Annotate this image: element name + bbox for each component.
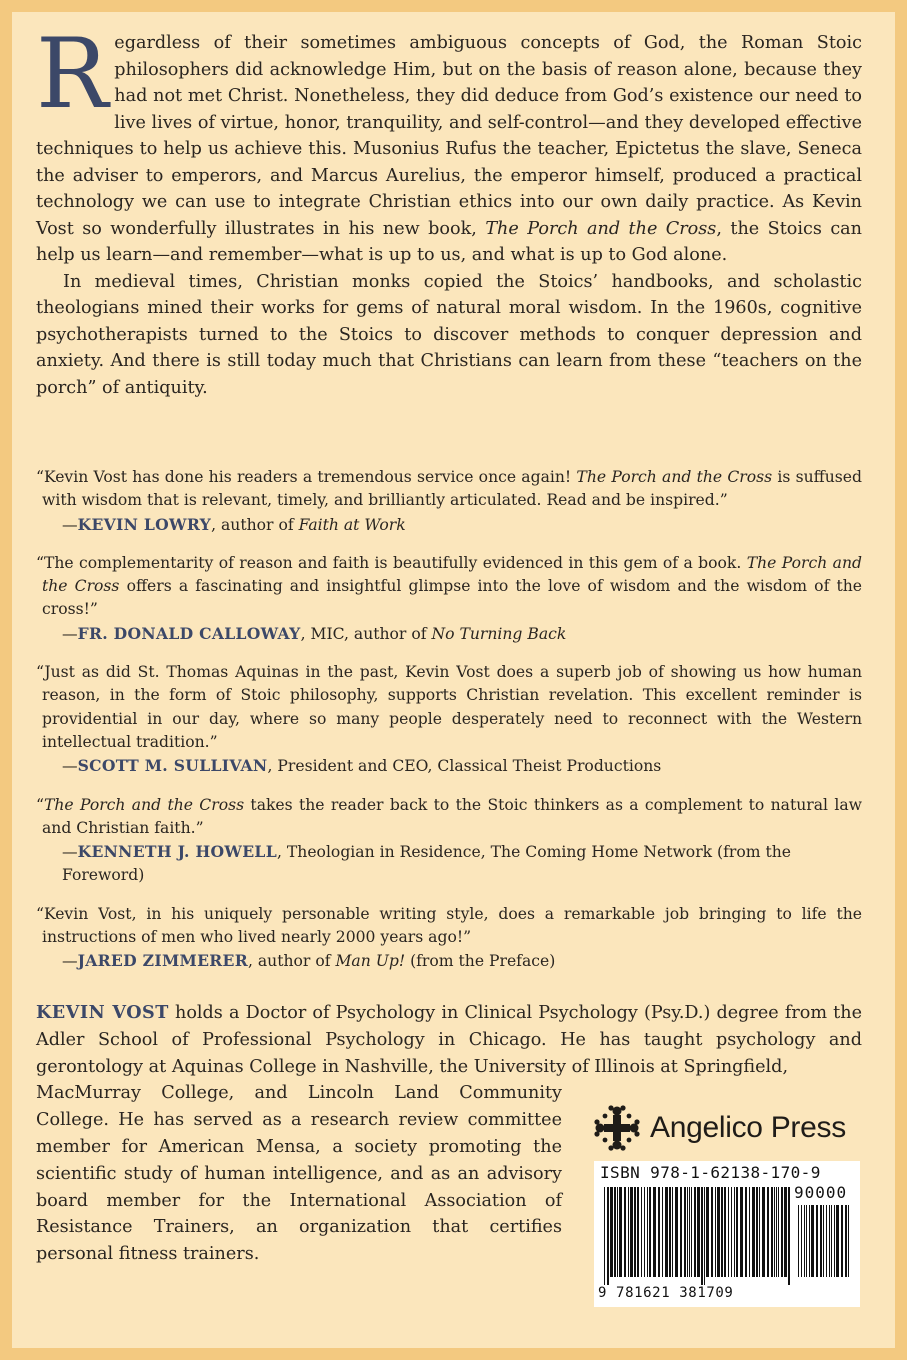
isbn-label: ISBN 978-1-62138-170-9 bbox=[600, 1163, 821, 1182]
barcode-bar bbox=[617, 1187, 618, 1277]
barcode-bar bbox=[665, 1187, 668, 1277]
endorser-name: FR. DONALD CALLOWAY bbox=[77, 623, 301, 643]
barcode-bar bbox=[724, 1187, 726, 1277]
endorser-name: JARED ZIMMERER bbox=[77, 951, 248, 971]
barcode-bar bbox=[697, 1187, 700, 1277]
barcode-bar bbox=[624, 1187, 626, 1277]
barcode-bar bbox=[689, 1187, 690, 1277]
endorsement bbox=[36, 552, 862, 646]
barcode-bar bbox=[801, 1205, 802, 1277]
barcode-bar bbox=[823, 1205, 824, 1277]
barcode-bar bbox=[630, 1187, 633, 1277]
endorser-name: SCOTT M. SULLIVAN bbox=[77, 756, 268, 776]
barcode-bar bbox=[848, 1205, 849, 1277]
barcode-bar bbox=[687, 1187, 688, 1277]
barcode-bar bbox=[756, 1187, 758, 1277]
endorsement-attribution: —FR. DONALD CALLOWAY, MIC, author of No Turning Back bbox=[62, 623, 567, 643]
barcode-bar bbox=[649, 1187, 651, 1277]
barcode-bar bbox=[728, 1187, 729, 1277]
endorser-name: KENNETH J. HOWELL bbox=[77, 842, 277, 862]
barcode-bar bbox=[628, 1187, 629, 1277]
drop-cap: R bbox=[36, 18, 109, 130]
barcode-bar bbox=[784, 1187, 787, 1277]
barcode-bar bbox=[788, 1187, 790, 1285]
author-name: KEVIN VOST bbox=[36, 1002, 169, 1023]
intro-paragraph-2: In medieval times, Christian monks copied the Stoics’ handbooks, and scholastic theologians mined their works for gems of natural moral wisdom. In the 1960s, cognitive psychotherapists turned to the Stoics to discover methods to conquer depression and anxiety. And there is still today much that Christians can learn from these “teachers on the porch” of antiquity. bbox=[36, 271, 862, 398]
price-barcode-bars bbox=[796, 1205, 854, 1285]
barcode-bar bbox=[680, 1187, 682, 1277]
intro-text bbox=[36, 18, 863, 401]
endorsement-text: “The complementarity of reason and faith is beautifully evidenced in this gem of a book. The Porch and the Cross offers a fascinating and insightful glimpse into the love of wisdom and the wisdom of the cross!” bbox=[36, 553, 863, 619]
publisher-name: Angelico Press bbox=[650, 1111, 846, 1144]
barcode-bar bbox=[721, 1187, 723, 1277]
barcode-bar bbox=[717, 1187, 720, 1277]
book-title-inline: The Porch and the Cross bbox=[485, 218, 717, 239]
barcode-bar bbox=[701, 1187, 703, 1285]
barcode-bar bbox=[684, 1187, 686, 1277]
barcode-bar bbox=[669, 1187, 671, 1277]
barcode-bar bbox=[704, 1187, 705, 1285]
endorsement bbox=[36, 903, 862, 974]
barcode-bar bbox=[762, 1187, 765, 1277]
barcode-bar bbox=[816, 1205, 818, 1277]
endorsement-text: “Just as did St. Thomas Aquinas in the past, Kevin Vost does a superb job of showing us how human reason, in the form of Stoic philosophy, supports Christian revelation. This excellent reminder is providential in our day, where so many people desperately need to reconnect with the Western intellectual tradition.” bbox=[36, 663, 862, 751]
endorsements bbox=[36, 466, 862, 989]
barcode-bar bbox=[781, 1187, 783, 1277]
bio-top: KEVIN VOST holds a Doctor of Psychology in Clinical Psychology (Psy.D.) degree from the Adler School of Professional Psychology in Chicago. He has taught psychology and gerontology at Aquinas College in Nashville, the University of Illinois at Springfield, bbox=[36, 1002, 862, 1077]
publisher-logo bbox=[592, 1100, 862, 1156]
barcode-bar bbox=[806, 1205, 807, 1277]
barcode-bar bbox=[826, 1205, 827, 1277]
endorsement-text: “Kevin Vost has done his readers a tremendous service once again! The Porch and the Cross is suffused with wisdom that is relevant, timely, and brilliantly articulated. Read and be inspired.” bbox=[36, 468, 862, 510]
barcode-bar bbox=[658, 1187, 660, 1277]
barcode-bar bbox=[619, 1187, 622, 1277]
barcode-bar bbox=[604, 1187, 605, 1285]
barcode bbox=[594, 1161, 860, 1307]
barcode-bar bbox=[634, 1187, 636, 1277]
endorser-name: KEVIN LOWRY bbox=[77, 514, 212, 534]
barcode-bar bbox=[637, 1187, 639, 1277]
barcode-bar bbox=[691, 1187, 692, 1277]
barcode-bar bbox=[831, 1205, 832, 1277]
barcode-bar bbox=[820, 1205, 822, 1277]
barcode-bar bbox=[641, 1187, 642, 1277]
endorsement-text: “The Porch and the Cross takes the reader back to the Stoic thinkers as a complement to natural law and Christian faith.” bbox=[36, 795, 862, 837]
barcode-bar bbox=[811, 1205, 814, 1277]
barcode-bar bbox=[745, 1187, 747, 1277]
endorsement-attribution: —JARED ZIMMERER, author of Man Up! (from the Preface) bbox=[62, 951, 556, 971]
endorsement bbox=[36, 661, 862, 778]
endorsement-text: “Kevin Vost, in his uniquely personable writing style, does a remarkable job bringing to life the instructions of men who lived nearly 2000 years ago!” bbox=[36, 904, 862, 947]
barcode-bar bbox=[834, 1205, 835, 1277]
barcode-bar bbox=[809, 1205, 810, 1277]
barcode-bar bbox=[752, 1187, 755, 1277]
endorsement-attribution: —KENNETH J. HOWELL, Theologian in Residence, The Coming Home Network (from the Foreword) bbox=[62, 842, 792, 885]
barcode-bar bbox=[653, 1187, 656, 1277]
bio-rest: MacMurray College, and Lincoln Land Community College. He has served as a research review committee member for American Mensa, a society promoting the scientific study of human intelligence, and as an advisory board member for the International Association of Resistance Trainers, an organization that certifies personal fitness trainers. bbox=[36, 1083, 562, 1265]
barcode-bar bbox=[736, 1187, 738, 1277]
barcode-bar bbox=[610, 1187, 613, 1277]
barcode-bar bbox=[829, 1205, 830, 1277]
barcode-bar bbox=[749, 1187, 750, 1277]
barcode-bar bbox=[675, 1187, 678, 1277]
barcode-bar bbox=[771, 1187, 773, 1277]
barcode-bar bbox=[607, 1187, 609, 1285]
ean-number: 9 781621 381709 bbox=[598, 1285, 734, 1301]
barcode-bar bbox=[798, 1205, 799, 1277]
barcode-bar bbox=[706, 1187, 709, 1277]
barcode-bar bbox=[841, 1205, 843, 1277]
barcode-bar bbox=[776, 1187, 777, 1277]
barcode-bar bbox=[740, 1187, 743, 1277]
endorsement bbox=[36, 794, 862, 888]
barcode-bar bbox=[662, 1187, 663, 1277]
barcode-bar bbox=[715, 1187, 716, 1277]
barcode-bar bbox=[731, 1187, 732, 1277]
intro-paragraph-1: Regardless of their sometimes ambiguous concepts of God, the Roman Stoic philosophers did acknowledge Him, but on the basis of reason alone, because they had not met Christ. Nonetheless, they did deduce from God’s existence our need to live lives of virtue, honor, tranquility, and self-control—and they developed effective techniques to help us achieve this. Musonius Rufus the teacher, Epictetus the slave, Seneca the adviser to emperors, and Marcus Aurelius, the emperor himself, produced a practical technology we can use to integrate Christian ethics into our own daily practice. As Kevin Vost so wonderfully illustrates in his new book, The Porch and the Cross, the Stoics can help us learn—and remember—what is up to us, and what is up to God alone. bbox=[36, 18, 863, 265]
barcode-bar bbox=[759, 1187, 760, 1277]
barcode-bar bbox=[614, 1187, 616, 1277]
barcode-bar bbox=[767, 1187, 769, 1277]
cross-fleury-icon bbox=[592, 1103, 642, 1153]
barcode-bar bbox=[644, 1187, 645, 1277]
ean-barcode-bars bbox=[602, 1187, 792, 1285]
barcode-bar bbox=[672, 1187, 673, 1277]
barcode-bar bbox=[711, 1187, 713, 1277]
barcode-bar bbox=[694, 1187, 696, 1277]
endorsement-attribution: —KEVIN LOWRY, author of Faith at Work bbox=[62, 514, 406, 534]
barcode-bar bbox=[804, 1205, 805, 1277]
barcode-bar bbox=[778, 1187, 779, 1277]
barcode-bar bbox=[774, 1187, 775, 1277]
barcode-bar bbox=[836, 1205, 839, 1277]
endorsement-attribution: —SCOTT M. SULLIVAN, President and CEO, Classical Theist Productions bbox=[62, 756, 662, 776]
endorsement bbox=[36, 466, 862, 537]
barcode-bar bbox=[647, 1187, 648, 1277]
price-code: 90000 bbox=[794, 1183, 848, 1202]
barcode-bar bbox=[734, 1187, 735, 1277]
barcode-bar bbox=[845, 1205, 847, 1277]
